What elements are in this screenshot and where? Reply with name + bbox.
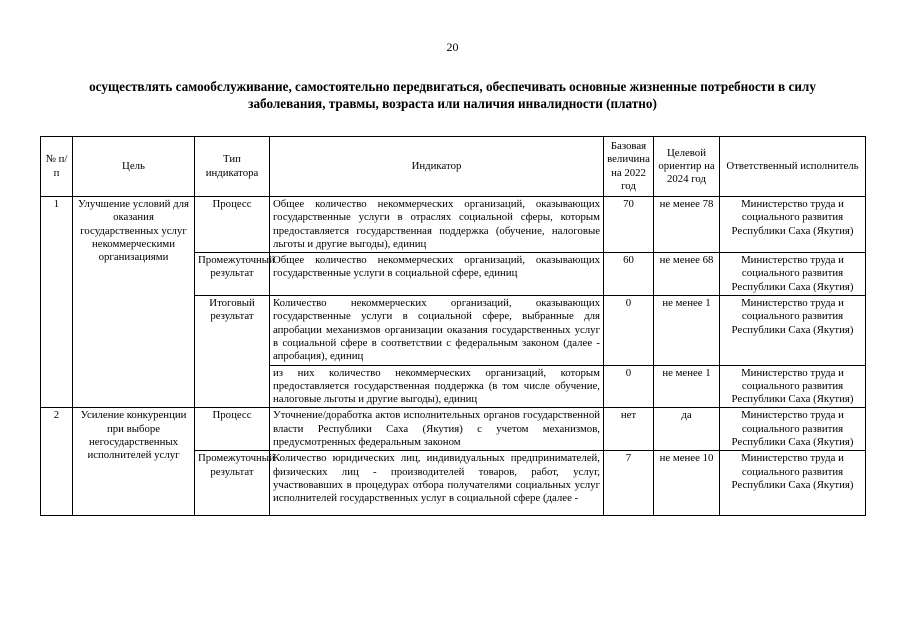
row-indicator: Общее количество некоммерческих организаций, оказывающих государственные услуги в социальной сфере, единиц xyxy=(270,253,604,296)
header-base: Базовая величина на 2022 год xyxy=(604,137,654,197)
row-indicator: Уточнение/доработка актов исполнительных органов государственной власти Республики Саха (Якутия) с учетом механизмов, предусмотренных федеральным законом xyxy=(270,408,604,451)
table-header-row xyxy=(41,137,866,197)
heading-line-2: заболевания, травмы, возраста или наличия инвалидности (платно) xyxy=(248,96,657,111)
table-row xyxy=(41,197,866,253)
header-type: Тип индикатора xyxy=(195,137,270,197)
row-goal: Улучшение условий для оказания государственных услуг некоммерческими организациями xyxy=(73,197,195,408)
header-target: Целевой ориентир на 2024 год xyxy=(654,137,720,197)
row-target-value: да xyxy=(654,408,720,451)
heading-line-1: осуществлять самообслуживание, самостоятельно передвигаться, обеспечивать основные жизненные потребности в силу xyxy=(89,79,816,94)
row-indicator-type: Промежуточный результат xyxy=(195,253,270,296)
row-base-value: 0 xyxy=(604,365,654,408)
row-indicator-type: Итоговый результат xyxy=(195,296,270,408)
row-base-value: 7 xyxy=(604,451,654,516)
row-indicator: из них количество некоммерческих организаций, которым предоставляется государственная поддержка (в том числе обучение, налоговые льготы и другие выгоды), единиц xyxy=(270,365,604,408)
row-indicator: Количество некоммерческих организаций, оказывающих государственные услуги в социальной сфере, выбранные для апробации механизмов организации оказания государственных услуг в социальной сфере в соответствии с федеральным законом (далее - апробация), единиц xyxy=(270,296,604,365)
row-goal: Усиление конкуренции при выборе негосударственных исполнителей услуг xyxy=(73,408,195,516)
header-responsible: Ответственный исполнитель xyxy=(720,137,866,197)
indicators-table xyxy=(40,136,866,516)
row-base-value: 60 xyxy=(604,253,654,296)
header-goal: Цель xyxy=(73,137,195,197)
header-num: № п/п xyxy=(41,137,73,197)
row-target-value: не менее 1 xyxy=(654,365,720,408)
row-indicator: Количество юридических лиц, индивидуальных предпринимателей, физических лиц - производителей товаров, работ, услуг, участвовавших в процедурах отбора получателями социальных услуг исполнителей государственных услуг в социальной сфере (далее - xyxy=(273,452,600,505)
row-responsible: Министерство труда и социального развития Республики Саха (Якутия) xyxy=(720,365,866,408)
row-responsible: Министерство труда и социального развития Республики Саха (Якутия) xyxy=(720,296,866,365)
section-heading xyxy=(25,78,880,112)
row-indicator-type: Процесс xyxy=(195,408,270,451)
row-num: 2 xyxy=(41,408,73,516)
row-responsible: Министерство труда и социального развития Республики Саха (Якутия) xyxy=(720,253,866,296)
header-indicator: Индикатор xyxy=(270,137,604,197)
row-target-value: не менее 10 xyxy=(654,451,720,516)
row-base-value: 70 xyxy=(604,197,654,253)
row-indicator-type: Промежуточный результат xyxy=(195,451,270,516)
table-row xyxy=(41,408,866,451)
row-responsible: Министерство труда и социального развития Республики Саха (Якутия) xyxy=(720,197,866,253)
row-responsible: Министерство труда и социального развития Республики Саха (Якутия) xyxy=(720,451,866,516)
row-target-value: не менее 1 xyxy=(654,296,720,365)
row-base-value: нет xyxy=(604,408,654,451)
row-base-value: 0 xyxy=(604,296,654,365)
page-number: 20 xyxy=(446,40,459,54)
row-indicator-type: Процесс xyxy=(195,197,270,253)
row-responsible: Министерство труда и социального развития Республики Саха (Якутия) xyxy=(720,408,866,451)
row-target-value: не менее 68 xyxy=(654,253,720,296)
row-indicator: Общее количество некоммерческих организаций, оказывающих государственные услуги в отраслях социальной сферы, которым предоставляется государственная поддержка (обучение, налоговые льготы и другие выгоды), единиц xyxy=(270,197,604,253)
row-num: 1 xyxy=(41,197,73,408)
row-target-value: не менее 78 xyxy=(654,197,720,253)
